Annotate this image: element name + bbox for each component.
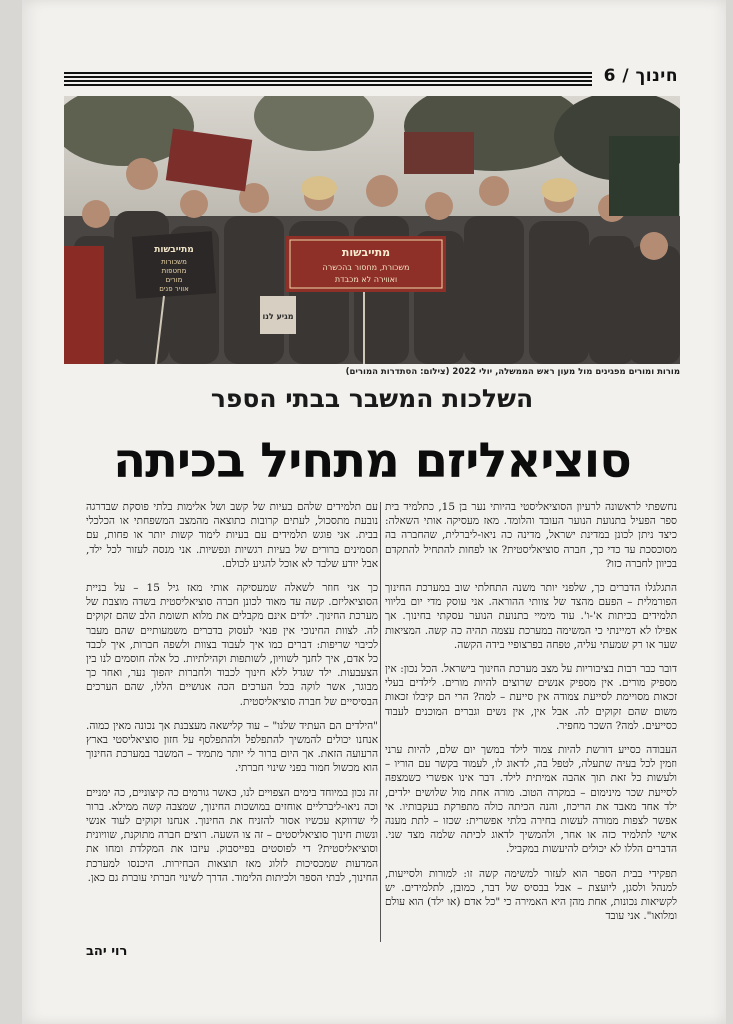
column-divider <box>380 502 381 942</box>
paragraph: נחשפתי לראשונה לרעיון הסוציאליסטי בהיותי נער בן 15, כתלמיד בית ספר הפעיל בתנועת הנוער העובד והלומד. מאז מעסיקה אותי השאלה: כיצד ניתן לכונן במדינת ישראל, מדינה כה ניאו-ליברלית, שהחברה בה מסוכסכת עד כדי כך, חברה סוציאליסטית? או לפחות להתחיל להתקדם בכיוון לחברה כזו? <box>385 501 677 570</box>
paragraph: כך אני חוזר לשאלה שמעסיקה אותי מאז גיל 15 – על בניית הסוציאליזם. קשה עד מאוד לכונן חברה סוציאליסטית בשדה מוצבת של מערכת החינוך. ילדים אינם מקבלים את מלוא תשומת הלב שהם זקוקים לה. לצוות החינוכי אין פנאי לעסוק בדברים משמעותיים שהם מעבר לכיבוי שריפות: דברים כמו איך לעבוד בצוות ולשפה חברות, איך לכבד כל אדם, איך לחנך לשוויון, לשותפות וקהילתיות. כל אלה חוסמים לנו בין הצעבעות. ילד שגדל ללא חינוך לכבוד ולחברות יהפוך נער, ואחר כך מבוגר, אשר לוקה בכל הערכים הכה אנושיים הללו, שהם הערכים הבסיסיים של חברה סוציאליסטית. <box>86 582 378 708</box>
protest-photo <box>64 96 680 364</box>
article-column-left <box>86 500 378 930</box>
left-sign-line-3: מורים <box>165 276 183 284</box>
paragraph: עם תלמידים שלהם בעיות של קשב ושל אלימות בלתי פוסקת שבדרגה נובעת מתסכול, לעתים קרובות כתוצאה מהמצב המשפחתי או הכלכלי בבית. אני פוגש תלמידים עם בעיות לימוד קשות יותר או פחות, עם תסמינים ברורים של בעיות רגשיות ונפשיות. אני מנסה לעזור לכל ילד, אבל יודע שלבד לא אוכל להגיע לכולם. <box>86 501 378 570</box>
center-sign-line-1: משכורת, מחסור בהכשרה <box>322 263 410 272</box>
center-protest-sign <box>286 236 446 292</box>
article-column-right <box>385 500 677 930</box>
photo-caption: מורות ומורים מפגינים מול מעון ראש הממשלה, יולי 2022 (צילום: הסתדרות המורים) <box>345 367 680 377</box>
page-header <box>64 66 678 90</box>
small-protest-sign <box>260 296 296 334</box>
left-sign-top: מתייבשות <box>154 245 194 255</box>
author-byline: רוי יהב <box>86 944 128 959</box>
small-sign-text: מגיע לנו <box>262 312 294 321</box>
left-sign-line-2: מחטפות <box>161 267 187 275</box>
paragraph: זה נכון במיוחד בימים הצפויים לנו, כאשר גורמים כה קיצוניים, כה ימניים וכה ניאו-ליברליים אוחזים במושכות החינוך, שמצבה קשה ממילא. ברור לי שדווקא עכשיו אסור להזניח את החינוך. אנחנו זקוקים לעוד אנשי ונשות חינוך סוציאליסטים – זה צו השעה. רוצים חברה מתוקנת, שוויונית וסוציאליסטית? די לפוסטים בפייסבוק. עיזבו את המקלדת ומחו את המדעות שמכסיכות לזלוג מאז תוצאות הבחירות. היכנסו למערכת החינוך, לבתי הספר ולכיתות הלימוד. הדרך לשינוי חברתי עוברת גם כאן. <box>86 786 378 884</box>
paragraph: "הילדים הם העתיד שלנו" – עוד קלישאה מעצבנת אך נכונה מאין כמוה. אנחנו יכולים להמשיך להתפלפל ולהתפלסף על חזון סוציאליסטי בארץ הרעועה הזאת. אך היום ברור לי יותר מתמיד – המשבר במערכת החינוך הוא מכשול חמור בפני שינוי חברתי. <box>86 719 378 775</box>
left-sign-line-4: אוויר פנים <box>159 285 189 293</box>
center-sign-line-2: ואווירה לא מכבדת <box>334 275 398 284</box>
article-subtitle: השלכות המשבר בבתי הספר <box>210 384 534 413</box>
center-sign-top: מתייבשות <box>341 246 391 259</box>
header-rules <box>64 72 592 88</box>
left-sign-line-1: משכורות <box>161 258 187 266</box>
paragraph: העבודה כסייע דורשת להיות צמוד לילד במשך יום שלם, להיות ערני וזמין לכל בעיה שתעלה, לטפל בה, לדאוג לו, לעמוד בקשר עם הוריו – ולעשות כל זאת תוך אהבה אמיתית לילד. דבר אינו אפשרי כשמצפה לסייעת שכר מינימום – במקרה הטוב. מורה אחת מול שלושים ילדים, ילד אחד מאבד את הריכוז, והנה הכיתה כולה מתפרקת בעקבותיו. אי אפשר לצפות ממורה לעשות בחירה בלתי אפשרית: שכזו – לתת מענה אישי לתלמיד כזה או אחר, ולהמשיך לדאוג לכיתה שלמה מצד שני. הדברים הללו לא יכולים להיעשות במקביל. <box>385 744 677 856</box>
article-headline: סוציאליזם מתחיל בכיתה <box>113 433 631 489</box>
paragraph: תפקידי בבית הספר הוא לעזור למשימה קשה זו: למורות ולסייעות, למנהל ולסגן, ליועצת – אבל בבסיס של דבר, כמובן, לתלמידים. יש לקשיאות נכונות, אחת מהן היא האמירה כי "כל אדם (או ילד) הוא עולם ומלואו". אני עובד <box>385 867 677 923</box>
left-protest-sign <box>132 231 216 298</box>
section-label: חינוך / 6 <box>603 66 678 86</box>
paragraph: דובר כבר רבות בציבוריות על מצב מערכת החינוך בישראל. הכל נכון: אין מספיק מורים. אין מספיק אנשים שרוצים להיות מורים. לילדים בעלי זכאות מסויימת לסייעת צמודה אין סייעת – למה? הרי הם קיבלו זכאות משום שהם זקוקים לה. אבל אין, אין נשים וגברים המוכנים לעבוד כסייעים. למה? השכר מחפיר. <box>385 663 677 732</box>
paragraph: התגלגלו הדברים כך, שלפני יותר משנה התחלתי שוב במערכת החינוך הפורמלית – הפעם מהצד של צוותי ההוראה. אני עוסק מדי יום בליווי תלמידים בכיתות א'-ו'. עוד מימיי בתנועת הנוער עסקתי בחינוך. אך אפילו לא דמיינתי כי המשימה במערכת עצמה תהיה כה קשה. המציאות שער או רק שמעתי עליה, טפחה בפרצופיי בידה הקשה. <box>385 582 677 651</box>
